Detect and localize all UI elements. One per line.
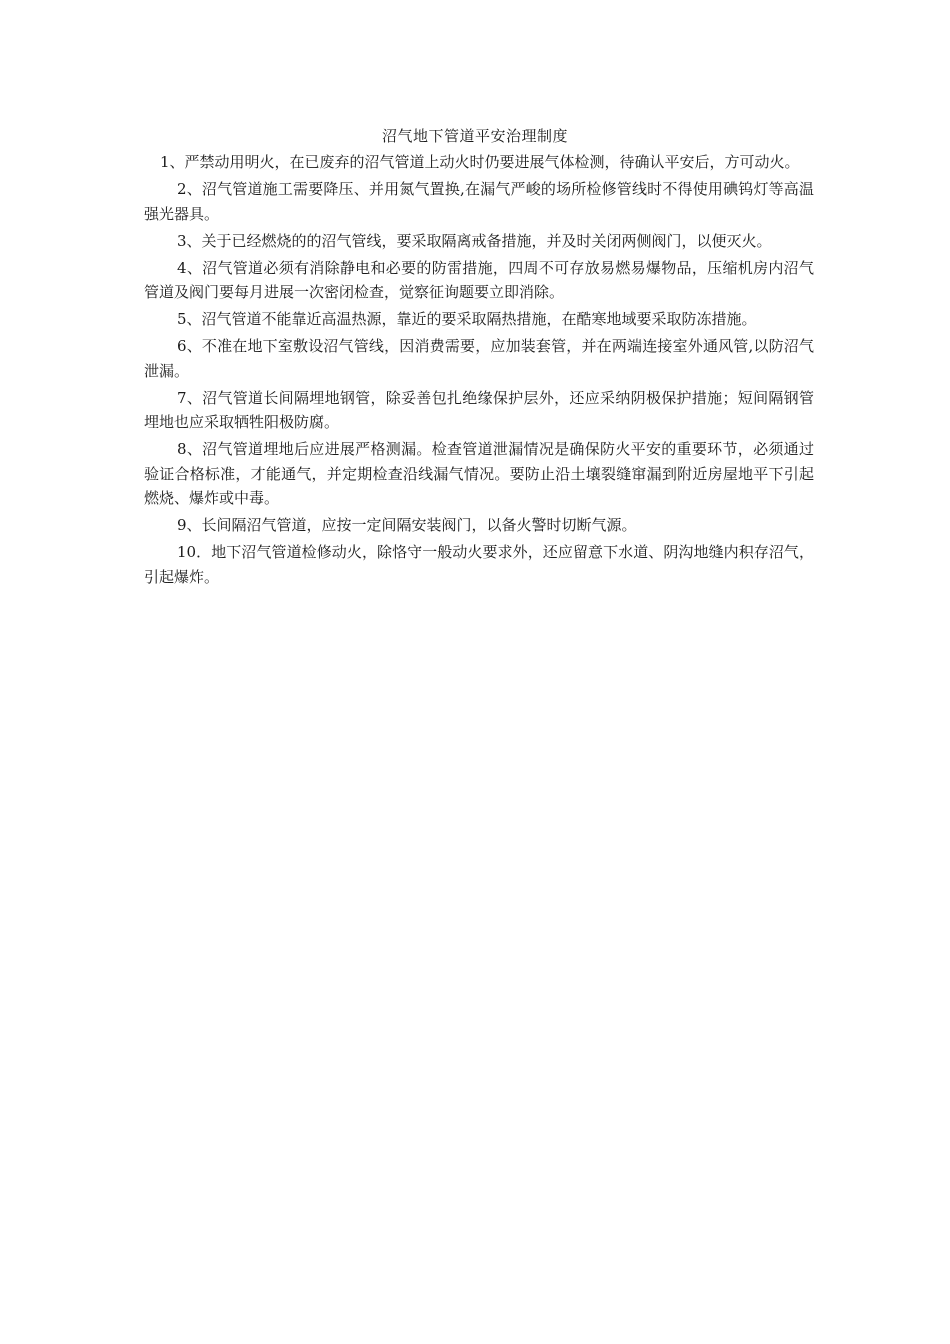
rule-paragraph-4: 4、沼气管道必须有消除静电和必要的防雷措施，四周不可存放易燃易爆物品，压缩机房内沼气管道及阀门要每月进展一次密闭检查，觉察征询题要立即消除。 <box>144 258 814 301</box>
rule-paragraph-6: 6、不准在地下室敷设沼气管线，因消费需要，应加装套管，并在两端连接室外通风管,以防沼气泄漏。 <box>144 337 814 380</box>
rule-paragraph-2: 2、沼气管道施工需要降压、并用氮气置换,在漏气严峻的场所检修管线时不得使用碘钨灯等高温强光器具。 <box>144 180 814 223</box>
rule-paragraph-10: 10．地下沼气管道检修动火，除恪守一般动火要求外，还应留意下水道、阴沟地缝内积存沼气，引起爆炸。 <box>144 543 814 586</box>
rule-paragraph-7: 7、沼气管道长间隔埋地钢管，除妥善包扎绝缘保护层外，还应采纳阴极保护措施；短间隔钢管埋地也应采取牺牲阳极防腐。 <box>144 388 814 431</box>
rule-paragraph-9: 9、长间隔沼气管道，应按一定间隔安装阀门，以备火警时切断气源。 <box>177 516 637 534</box>
document-title: 沼气地下管道平安治理制度 <box>381 127 568 145</box>
rule-paragraph-8: 8、沼气管道埋地后应进展严格测漏。检查管道泄漏情况是确保防火平安的重要环节，必须通过验证合格标准，才能通气，并定期检查沿线漏气情况。要防止沿土壤裂缝窜漏到附近房屋地平下引起燃烧、爆炸或中毒。 <box>144 440 814 507</box>
rule-paragraph-5: 5、沼气管道不能靠近高温热源，靠近的要采取隔热措施，在酷寒地域要采取防冻措施。 <box>177 310 757 328</box>
document-body <box>144 150 814 592</box>
rule-paragraph-1: 1、严禁动用明火，在已废弃的沼气管道上动火时仍要进展气体检测，待确认平安后，方可动火。 <box>160 153 800 171</box>
rule-paragraph-3: 3、关于已经燃烧的的沼气管线，要采取隔离戒备措施，并及时关闭两侧阀门，以便灭火。 <box>177 231 772 250</box>
